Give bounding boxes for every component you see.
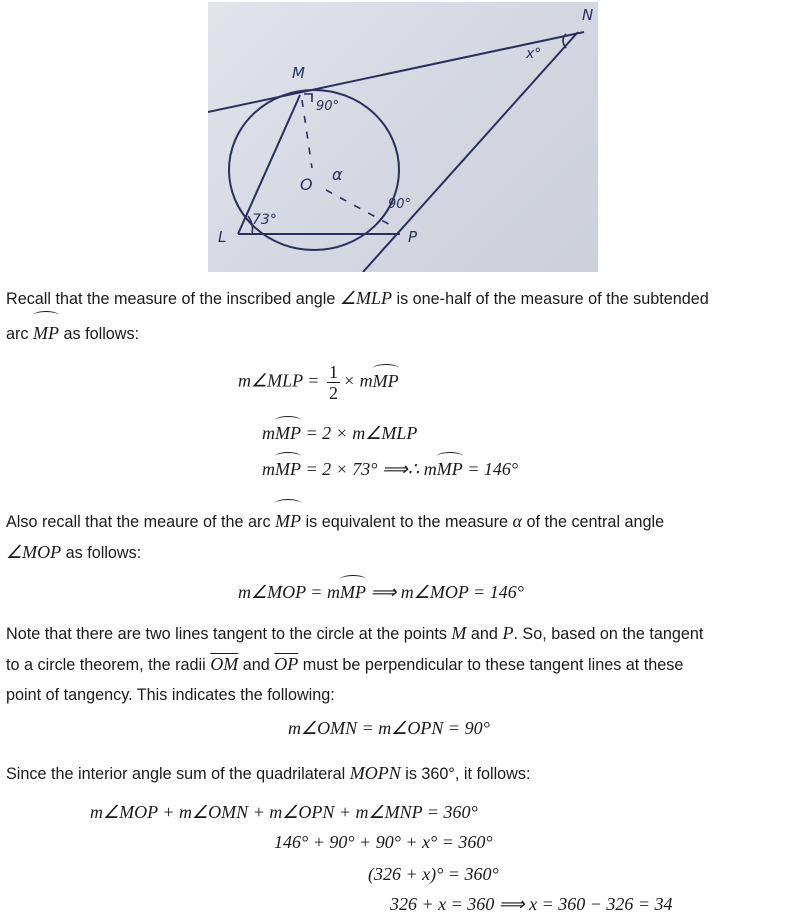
equation-arc-value: [262, 455, 518, 480]
equation-sum-line2: [274, 832, 493, 853]
label-l: L: [218, 228, 227, 246]
eq-mid: × m: [342, 370, 373, 391]
math-angle-mop: ∠MOP: [6, 542, 62, 562]
label-n: N: [582, 6, 594, 24]
text: of the central angle: [521, 513, 665, 531]
math-m: M: [451, 623, 467, 643]
geometry-sketch: [208, 2, 598, 272]
eq-right: ⟹ m∠MOP = 146°: [365, 582, 524, 602]
math-arc-mp: MP: [275, 502, 301, 536]
fraction-one-half: [327, 362, 340, 403]
eq-m: m: [262, 423, 275, 443]
text: to a circle theorem, the radii: [6, 656, 211, 674]
equation-arc-double: [262, 419, 417, 444]
eq-text: m∠OMN = m∠OPN = 90°: [288, 718, 490, 738]
right-angle-mark-m: [304, 94, 312, 102]
text: is 360°, it follows:: [400, 765, 531, 783]
arc-mp: MP: [437, 455, 463, 480]
text: Since the interior angle sum of the quadrilateral: [6, 765, 350, 783]
label-alpha: α: [332, 165, 343, 184]
eq-text: 326 + x = 360 ⟹ x = 360 − 326 = 34: [390, 894, 673, 914]
text: Recall that the measure of the inscribed angle: [6, 290, 340, 308]
math-segment-op: $\overline{OP}$: [274, 654, 299, 674]
eq-m: m: [262, 459, 275, 479]
paragraph-tangent-theorem: [6, 618, 794, 710]
label-x-angle: x°: [526, 46, 542, 62]
radius-op: [326, 190, 396, 228]
text: Note that there are two lines tangent to the circle at the points: [6, 625, 452, 643]
equation-half-arc: [238, 362, 399, 403]
text: is one-half of the measure of the subtended: [391, 290, 709, 308]
text: point of tangency. This indicates the following:: [6, 686, 335, 704]
numerator: 1: [328, 362, 338, 382]
text: as follows:: [59, 325, 140, 343]
label-center-o: O: [300, 175, 313, 194]
tangent-line-pn: [363, 32, 578, 272]
eq-left: m∠MOP = m: [238, 582, 340, 602]
text: . So, based on the tangent: [513, 625, 704, 643]
eq-rest: = 2 × 73° ⟹∴ m: [301, 459, 437, 479]
math-quadrilateral: MOPN: [349, 763, 401, 783]
equation-solution: [390, 894, 673, 915]
math-segment-om: $\overline{OM}$: [210, 654, 239, 674]
label-angle-p: 90°: [388, 197, 412, 212]
eq-text: (326 + x)° = 360°: [368, 864, 499, 884]
figure-photo: [208, 2, 598, 272]
math-alpha: α: [512, 511, 522, 531]
label-p: P: [408, 228, 418, 246]
text: Also recall that the meaure of the arc: [6, 513, 276, 531]
text: and: [466, 625, 503, 643]
tangent-line-mn: [208, 32, 584, 112]
denominator: 2: [328, 383, 338, 403]
math-p: P: [502, 623, 514, 643]
label-angle-l: 73°: [252, 212, 277, 228]
text: arc: [6, 325, 33, 343]
math-angle-mlp: ∠MLP: [339, 288, 392, 308]
text: is equivalent to the measure: [301, 513, 513, 531]
arc-mp: MP: [275, 455, 301, 480]
equation-mop: [238, 578, 524, 603]
arc-mp: MP: [275, 419, 301, 444]
eq-text: 146° + 90° + 90° + x° = 360°: [274, 832, 493, 852]
eq-text: m∠MOP + m∠OMN + m∠OPN + m∠MNP = 360°: [90, 802, 478, 822]
paragraph-central-angle: [6, 502, 794, 568]
paragraph-inscribed-angle: [6, 283, 794, 349]
text: must be perpendicular to these tangent lines at these: [298, 656, 684, 674]
paragraph-angle-sum: [6, 758, 794, 789]
text: as follows:: [61, 544, 142, 562]
equation-right-angles: [288, 718, 490, 739]
eq-end: = 146°: [462, 459, 519, 479]
eq-rest: = 2 × m∠MLP: [301, 423, 418, 443]
math-arc-mp: MP: [33, 314, 59, 348]
radius-om: [302, 100, 312, 168]
equation-sum-line3: [368, 864, 499, 885]
label-m: M: [292, 64, 305, 82]
eq-left: m∠MLP =: [238, 370, 324, 391]
text: and: [238, 656, 275, 674]
equation-sum-line1: [90, 802, 478, 823]
arc-mp: MP: [340, 578, 366, 603]
label-angle-m: 90°: [316, 99, 340, 114]
arc-mp: MP: [373, 367, 399, 392]
